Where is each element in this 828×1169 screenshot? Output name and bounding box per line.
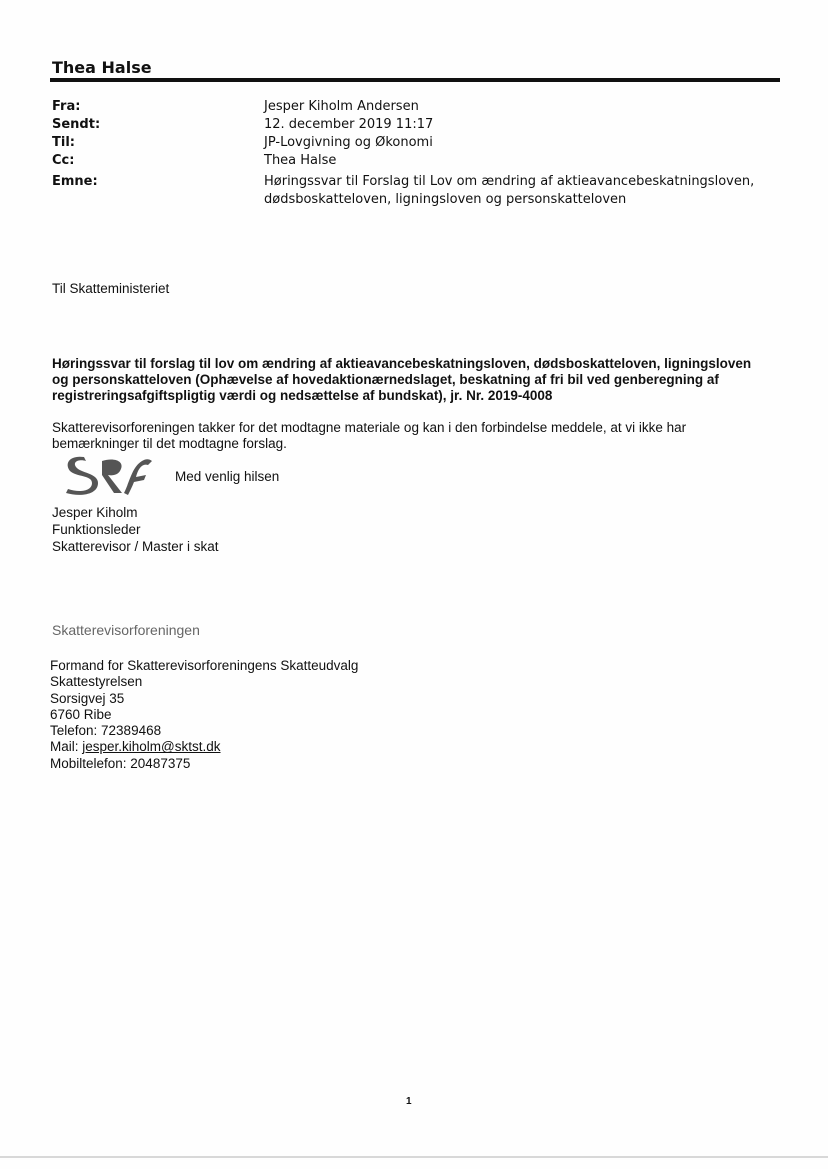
signature-line: Skatterevisor / Master i skat [52,539,219,554]
letter-subject [52,356,782,404]
letter-body [52,420,772,452]
mobile-line: Mobiltelefon: 20487375 [50,755,191,771]
from-value: Jesper Kiholm Andersen [264,99,419,114]
signature-line: Jesper Kiholm [52,505,138,520]
contact-line: Skattestyrelsen [50,674,143,690]
header-rule [50,78,780,82]
letter-subject-line: Høringssvar til forslag til lov om ændring af aktieavancebeskatningsloven, dødsboskatteloven, ligningsloven [52,356,752,371]
subject-value-line: Høringssvar til Forslag til Lov om ændring af aktieavancebeskatningsloven, [264,174,755,189]
mail-label: Mail: [50,739,83,755]
cc-label: Cc: [52,153,75,168]
srf-logo-icon [62,453,154,497]
from-label: Fra: [52,99,81,114]
letter-body-line: bemærkninger til det modtagne forslag. [52,436,287,451]
letter-subject-line: og personskatteloven (Ophævelse af hovedaktionærnedslaget, beskatning af fri bil ved genberegning af [52,372,719,387]
to-label: Til: [52,135,75,150]
mail-line [50,739,358,755]
closing: Med venlig hilsen [175,469,280,484]
mailbox-owner: Thea Halse [52,58,152,77]
page-bottom-edge [0,1156,828,1158]
letter-subject-line: registreringsafgiftspligtig værdi og nedsættelse af bundskat), jr. Nr. 2019-4008 [52,388,553,403]
subject-label: Emne: [52,174,98,189]
contact-line: Formand for Skatterevisorforeningens Skatteudvalg [50,658,359,673]
organization-name: Skatterevisorforeningen [52,622,200,638]
contact-line: Telefon: 72389468 [50,723,162,739]
cc-value: Thea Halse [264,153,337,168]
subject-value [264,173,764,209]
contact-line: 6760 Ribe [50,706,112,722]
letter-body-line: Skatterevisorforeningen takker for det modtagne materiale og kan i den forbindelse meddele, at vi ikke har [52,420,687,435]
subject-value-line: dødsboskatteloven, ligningsloven og personskatteloven [264,192,627,207]
signature-block [52,504,219,555]
sent-value: 12. december 2019 11:17 [264,117,434,132]
contact-line: Sorsigvej 35 [50,690,125,706]
mail-link[interactable]: jesper.kiholm@sktst.dk [82,739,221,755]
page-number: 1 [406,1096,412,1107]
salutation: Til Skatteministeriet [52,281,170,296]
to-value: JP-Lovgivning og Økonomi [264,135,433,150]
contact-block [50,658,358,772]
sent-label: Sendt: [52,117,101,132]
signature-line: Funktionsleder [52,522,141,537]
